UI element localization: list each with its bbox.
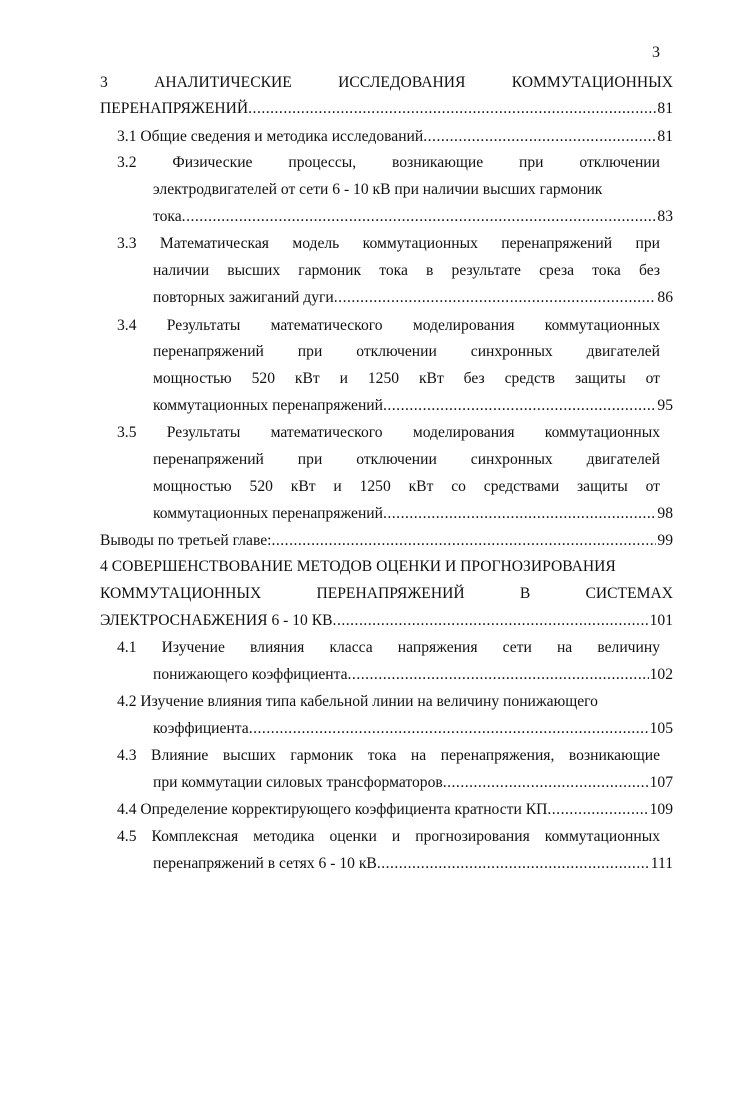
toc-page-ref: 86 <box>657 289 673 306</box>
toc-chapter-4-line3[interactable]: ЭЛЕКТРОСНАБЖЕНИЯ 6 - 10 КВ ..... 101 <box>100 608 673 634</box>
toc-entry-3-5-line2: перенапряжений при отключении синхронных двигателей <box>153 451 660 468</box>
toc-entry-3-2-line3[interactable]: тока ..... 83 <box>153 204 673 230</box>
page-number: 3 <box>652 44 660 61</box>
toc-entry-3-2-line1[interactable]: 3.2 Физические процессы, возникающие при отключении <box>117 154 660 171</box>
toc-entry-4-2-line1[interactable]: 4.2 Изучение влияния типа кабельной линии на величину понижающего <box>117 693 598 710</box>
toc-chapter-3-line1: 3 АНАЛИТИЧЕСКИЕ ИССЛЕДОВАНИЯ КОММУТАЦИОННЫХ <box>100 70 673 96</box>
toc-chapter-4-line2: КОММУТАЦИОННЫХ ПЕРЕНАПРЯЖЕНИЙ В СИСТЕМАХ <box>100 585 673 602</box>
toc-page-ref: 95 <box>657 397 673 414</box>
toc-page-ref: 98 <box>657 505 673 522</box>
toc-page-ref: 101 <box>649 612 673 629</box>
toc-entry-3-5-line1[interactable]: 3.5 Результаты математического моделирования коммутационных <box>117 424 660 441</box>
toc-entry-4-1-line2[interactable]: понижающего коэффициента ..... 102 <box>153 662 673 688</box>
toc-page-ref: 109 <box>649 801 673 818</box>
toc-chapter-4-line1[interactable]: 4 СОВЕРШЕНСТВОВАНИЕ МЕТОДОВ ОЦЕНКИ И ПРОГНОЗИРОВАНИЯ <box>100 558 616 575</box>
toc-entry-3-4-line2: перенапряжений при отключении синхронных двигателей <box>153 343 660 360</box>
toc-entry-3-4-line4[interactable]: коммутационных перенапряжений ..... 95 <box>153 393 673 419</box>
toc-entry-3-1[interactable]: 3.1 Общие сведения и методика исследований ..... 81 <box>117 124 673 150</box>
toc-entry-3-3-line3[interactable]: повторных зажиганий дуги ..... 86 <box>153 285 673 311</box>
toc-entry-3-3-line1[interactable]: 3.3 Математическая модель коммутационных перенапряжений при <box>117 235 660 252</box>
toc-page-ref: 83 <box>657 208 673 225</box>
toc-page-ref: 107 <box>649 774 673 791</box>
toc-chapter-3-line2[interactable]: ПЕРЕНАПРЯЖЕНИЙ ..... 81 <box>100 96 673 122</box>
toc-entry-3-4-line1[interactable]: 3.4 Результаты математического моделирования коммутационных <box>117 317 660 334</box>
toc-entry-4-3-line1[interactable]: 4.3 Влияние высших гармоник тока на перенапряжения, возникающие <box>117 747 660 764</box>
chapter-3-number: 3 <box>100 74 108 91</box>
toc-entry-3-3-line2: наличии высших гармоник тока в результате среза тока без <box>153 262 660 279</box>
toc-page-ref: 99 <box>657 532 673 549</box>
toc-entry-3-4-line3: мощностью 520 кВт и 1250 кВт без средств защиты от <box>153 370 660 387</box>
toc-entry-4-5-line2[interactable]: перенапряжений в сетях 6 - 10 кВ ..... 111 <box>153 851 673 877</box>
toc-entry-4-2-line2[interactable]: коэффициента ..... 105 <box>153 716 673 742</box>
toc-entry-4-4[interactable]: 4.4 Определение корректирующего коэффициента кратности КП ..... 109 <box>117 797 673 823</box>
toc-page-ref: 81 <box>657 128 673 145</box>
toc-page-ref: 81 <box>657 100 673 117</box>
toc-page-ref: 102 <box>649 666 673 683</box>
toc-entry-3-5-line4[interactable]: коммутационных перенапряжений ..... 98 <box>153 501 673 527</box>
toc-entry-4-5-line1[interactable]: 4.5 Комплексная методика оценки и прогнозирования коммутационных <box>117 828 660 845</box>
toc-page-ref: 111 <box>650 855 673 872</box>
toc-entry-3-2-line2: электродвигателей от сети 6 - 10 кВ при наличии высших гармоник <box>153 181 603 198</box>
toc-entry-4-1-line1[interactable]: 4.1 Изучение влияния класса напряжения сети на величину <box>117 639 660 656</box>
toc-entry-4-3-line2[interactable]: при коммутации силовых трансформаторов ..... 107 <box>153 770 673 796</box>
toc-conclusions-3[interactable]: Выводы по третьей главе: ..... 99 <box>100 528 673 554</box>
toc-entry-3-5-line3: мощностью 520 кВт и 1250 кВт со средствами защиты от <box>153 478 660 495</box>
toc-page-ref: 105 <box>649 720 673 737</box>
